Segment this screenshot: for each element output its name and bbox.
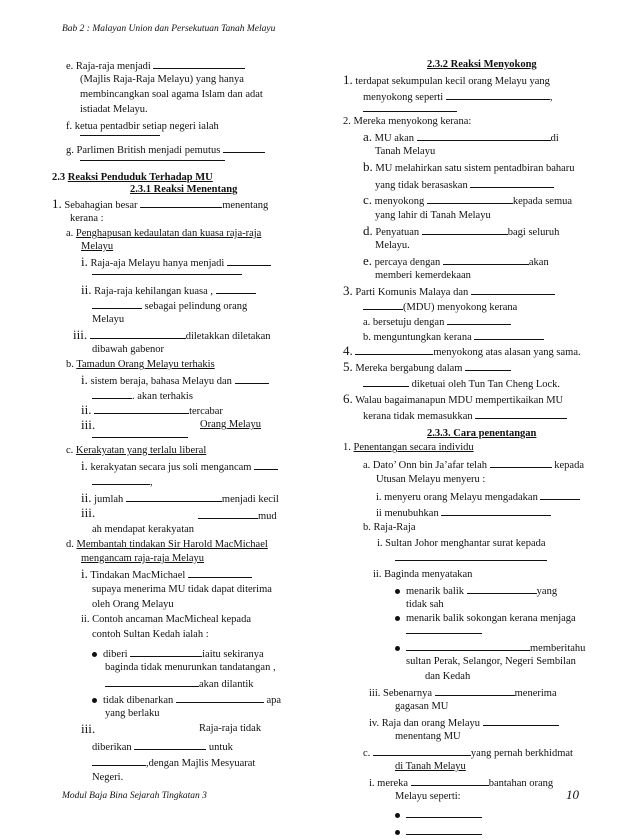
text-line: Utusan Melayu menyeru : [376, 474, 486, 485]
text-line: gagasan MU [395, 701, 449, 712]
point-2: 2. Mereka menyokong kerana: [343, 116, 472, 127]
bullet-icon [395, 589, 400, 594]
text-line: kerana : [70, 213, 104, 224]
page-header: Bab 2 : Malayan Union dan Persekutuan Tanah Melayu [62, 24, 276, 34]
text-line: , [92, 473, 153, 490]
text-line: yang berlaku [105, 708, 160, 719]
point-3: 3. Parti Komunis Malaya dan [343, 283, 555, 300]
point-4: 4. menyokong atas alasan yang sama. [343, 343, 581, 358]
text-line: sultan Perak, Selangor, Negeri Sembilan [406, 656, 576, 667]
reason-b-i: i. sistem beraja, bahasa Melayu dan [81, 372, 269, 389]
text-line: (Majlis Raja-Raja Melayu) yang hanya [80, 74, 244, 85]
blank-line [80, 149, 225, 166]
bullet-icon [395, 616, 400, 621]
point-2e: e. percaya dengan akan [363, 253, 549, 268]
text-line: . akan terhakis [92, 387, 193, 404]
reason-d: d. Membantah tindakan Sir Harold MacMichael [66, 539, 268, 550]
reason-d-i: i. Tindakan MacMichael [81, 566, 252, 583]
text-line: Melayu [81, 241, 114, 252]
text-line: iv. Raja dan orang Melayu [369, 714, 559, 731]
blank-line [92, 263, 242, 280]
text-line: ah mendapat kerakyatan [92, 524, 195, 535]
text-line: menyokong seperti , [363, 88, 552, 105]
blank-line [92, 426, 188, 443]
reason-c-ii: ii. jumlah menjadi kecil [81, 490, 279, 505]
text-line: (MDU) menyokong kerana [363, 298, 517, 315]
item-f: f. ketua pentadbir setiap negeri ialah [66, 121, 219, 132]
reason-a-ii: ii. Raja-raja kehilangan kuasa , [81, 282, 256, 299]
blank-line [80, 124, 160, 141]
text-line: menentang MU [395, 731, 461, 742]
text-line: Orang Melayu [200, 419, 261, 430]
method-1a: a. Dato’ Onn bin Ja’afar telah kepada [363, 456, 584, 473]
text-line: akan dilantik [105, 675, 254, 692]
text-line: Negeri. [92, 772, 124, 783]
list-item [395, 806, 482, 823]
reason-b-ii: ii. tercabar [81, 402, 223, 417]
list-item: menarik balik sokongan kerana menjaga [395, 611, 576, 626]
text-line: iii. Sebenarnya menerima [369, 684, 557, 701]
bullet-icon [395, 830, 400, 835]
text-line: dibawah gabenor [92, 344, 165, 355]
blank-line [406, 622, 482, 639]
text-line: ii. Baginda menyatakan [373, 569, 473, 580]
item-g: g. Parlimen British menjadi pemutus [66, 141, 265, 158]
text-line: a. bersetuju dengan [363, 313, 511, 330]
point-2b: b. MU melahirkan satu sistem pentadbiran baharu [363, 159, 575, 174]
blank-line [395, 549, 547, 566]
reason-d-iii: iii. [81, 721, 96, 736]
text-line: di Tanah Melayu [395, 761, 466, 772]
text-line: Raja-raja tidak [199, 723, 262, 734]
list-item: diberi iaitu sekiranya [92, 645, 264, 662]
bullet-icon [92, 698, 97, 703]
text-line: Melayu [92, 314, 125, 325]
text-line: supaya menerima MU tidak dapat diterima [92, 584, 272, 595]
reason-d-ii: ii. Contoh ancaman MacMicheal kepada [81, 614, 251, 625]
text-line: sebagai pelindung orang [92, 297, 247, 314]
list-item: tidak dibenarkan apa [92, 691, 281, 708]
question-1: 1. Sebahagian besar menentang [52, 196, 269, 211]
text-line: i. Sultan Johor menghantar surat kepada [377, 538, 546, 549]
page-footer: Modul Baja Bina Sejarah Tingkatan 3 [62, 791, 207, 801]
text-line: kerana tidak memasukkan [363, 407, 567, 424]
text-line: ,dengan Majlis Mesyuarat [92, 754, 255, 771]
point-2a: a. MU akan di [363, 129, 559, 144]
text-line: mud [198, 507, 277, 524]
text-line: diberikan untuk [92, 738, 233, 755]
reason-c-i: i. kerakyatan secara jus soli mengancam [81, 458, 278, 475]
text-line: Melayu seperti: [395, 791, 461, 802]
method-1: 1. Penentangan secara individu [343, 442, 474, 453]
text-line: Tanah Melayu [375, 146, 436, 157]
text-line: memberi kemerdekaan [375, 270, 471, 281]
text-line: membincangkan soal agama Islam dan adat [80, 89, 263, 100]
point-2c: c. menyokong kepada semua [363, 192, 573, 207]
page-number: 10 [566, 787, 579, 802]
reason-b-iii: iii. [81, 417, 96, 432]
reason-c: c. Kerakyatan yang terlalu liberal [66, 445, 207, 456]
text-line: baginda tidak menurunkan tandatangan , [105, 662, 276, 673]
section-2-3-2-heading: 2.3.2 Reaksi Menyokong [427, 59, 537, 70]
bullet-icon [92, 652, 97, 657]
text-line: b. menguntungkan kerana [363, 328, 544, 345]
method-1b: b. Raja-Raja [363, 522, 416, 533]
point-2d: d. Penyatuan bagi seluruh [363, 223, 560, 238]
text-line: mengancam raja-raja Melayu [81, 553, 205, 564]
reason-b: b. Tamadun Orang Melayu terhakis [66, 359, 215, 370]
text-line: istiadat Melayu. [80, 104, 148, 115]
list-item: memberitahu [395, 639, 585, 656]
text-line: contoh Sultan Kedah ialah : [92, 629, 209, 640]
section-2-3-3-heading: 2.3.3. Cara penentangan [427, 428, 537, 439]
reason-a: a. Penghapusan kedaulatan dan kuasa raja-raja [66, 228, 262, 239]
point-6: 6. Walau bagaimanapun MDU mempertikaikan MU [343, 391, 564, 406]
method-1c: c. yang pernah berkhidmat [363, 744, 573, 761]
reason-a-i: i. Raja-aja Melayu hanya menjadi [81, 254, 271, 271]
reason-a-iii: iii. diletakkan diletakan [73, 327, 271, 342]
text-line: Melayu. [375, 240, 410, 251]
text-line: diketuai oleh Tun Tan Cheng Lock. [363, 375, 560, 392]
list-item: menarik balik yang [395, 582, 557, 599]
text-line: yang tidak berasaskan [375, 176, 554, 193]
text-line: tidak sah [406, 599, 444, 610]
text-line: i. mereka bantahan orang [369, 774, 553, 791]
text-line: oleh Orang Melayu [92, 599, 174, 610]
text-line: i. menyeru orang Melayu mengadakan [376, 488, 580, 505]
text-line: yang lahir di Tanah Melayu [375, 210, 491, 221]
point-1: 1. terdapat sekumpulan kecil orang Melayu yang [343, 72, 550, 87]
point-5: 5. Mereka bergabung dalam [343, 359, 511, 376]
text-line: dan Kedah [425, 671, 471, 682]
text-line: ii menubuhkan [376, 504, 551, 521]
bullet-icon [395, 813, 400, 818]
section-2-3-heading: 2.3 Reaksi Penduduk Terhadap MU [52, 172, 213, 183]
item-e: e. Raja-raja menjadi [66, 57, 245, 74]
reason-c-iii: iii. [81, 505, 96, 520]
bullet-icon [395, 646, 400, 651]
section-2-3-1-heading: 2.3.1 Reaksi Menentang [130, 184, 238, 195]
